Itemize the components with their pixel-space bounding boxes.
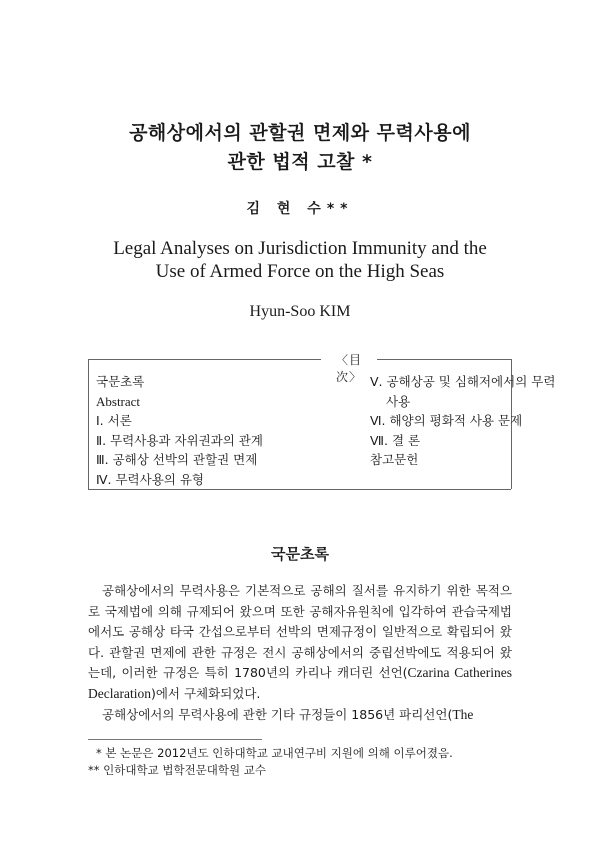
abstract-body <box>88 581 512 725</box>
toc-heading: 〈目 次〉 <box>335 353 389 384</box>
toc-border-bottom <box>88 489 511 490</box>
toc-border-left <box>88 359 89 489</box>
paragraph-1-english-term: Czarina Catherines Declaration <box>88 665 512 701</box>
toc-item-section-2: Ⅱ. 무력사용과 자위권과의 관계 <box>96 432 263 448</box>
toc-item-abstract: Abstract <box>96 393 141 409</box>
toc-item-conclusion: Ⅶ. 결 론 <box>370 432 421 448</box>
toc-item-section-4: Ⅳ. 무력사용의 유형 <box>96 471 204 487</box>
abstract-paragraph-2 <box>88 705 512 726</box>
korean-author: 김 현 수** <box>246 201 354 217</box>
english-author: Hyun-Soo KIM <box>249 303 351 320</box>
toc-item-references: 참고문헌 <box>370 452 419 467</box>
toc-item-section-3: Ⅲ. 공해상 선박의 관할권 면제 <box>96 452 258 467</box>
section-heading-korean-abstract: 국문초록 <box>271 545 329 563</box>
toc-item-introduction: Ⅰ. 서론 <box>96 413 132 428</box>
paragraph-1-text-b: )에서 구체화되었다. <box>150 685 261 701</box>
paragraph-2-text-a: 공해상에서의 무력사용에 관한 기타 규정들이 1856년 파리선언( <box>102 706 453 722</box>
footnotes <box>88 745 453 779</box>
toc-item-section-5: Ⅴ. 공해상공 및 심해저에서의 무력 <box>370 374 556 389</box>
toc-left-column <box>96 372 296 489</box>
toc-item-korean-abstract: 국문초록 <box>96 374 145 389</box>
footnote-2: ** 인하대학교 법학전문대학원 교수 <box>88 763 266 777</box>
toc-right-column <box>370 372 556 470</box>
paragraph-2-english-term: The <box>452 706 474 722</box>
english-title-line-2: Use of Armed Force on the High Seas <box>155 261 445 282</box>
toc-border-top-right <box>377 359 511 360</box>
abstract-paragraph-1 <box>88 581 512 705</box>
paragraph-1-text-a: 공해상에서의 무력사용은 기본적으로 공해의 질서를 유지하기 위한 목적으로 국제법에 의해 규제되어 왔으며 또한 공해자유원칙에 입각하여 관습국제법에서도 공해상 타국 간섭으로부터 선박의 면제규정이 일반적으로 확립되어 왔다. 관할권 면제에 관한 규정은 전시 공해상에서의 중립선박에도 적용되어 왔는데, 이러한 규정은 특히 1780년의 카리나 캐더린 선언( <box>88 583 512 681</box>
footnote-1: * 본 논문은 2012년도 인하대학교 교내연구비 지원에 의해 이루어졌음. <box>96 746 453 760</box>
korean-title-line-1: 공해상에서의 관할권 면제와 무력사용에 <box>129 122 471 144</box>
toc-item-section-5-cont: 사용 <box>386 393 411 409</box>
toc-item-section-6: Ⅵ. 해양의 평화적 사용 문제 <box>370 413 523 428</box>
english-title-line-1: Legal Analyses on Jurisdiction Immunity and the <box>113 238 487 259</box>
footnote-rule <box>88 739 262 740</box>
toc-border-top-left <box>88 359 321 360</box>
korean-title-line-2: 관한 법적 고찰 * <box>227 151 373 173</box>
